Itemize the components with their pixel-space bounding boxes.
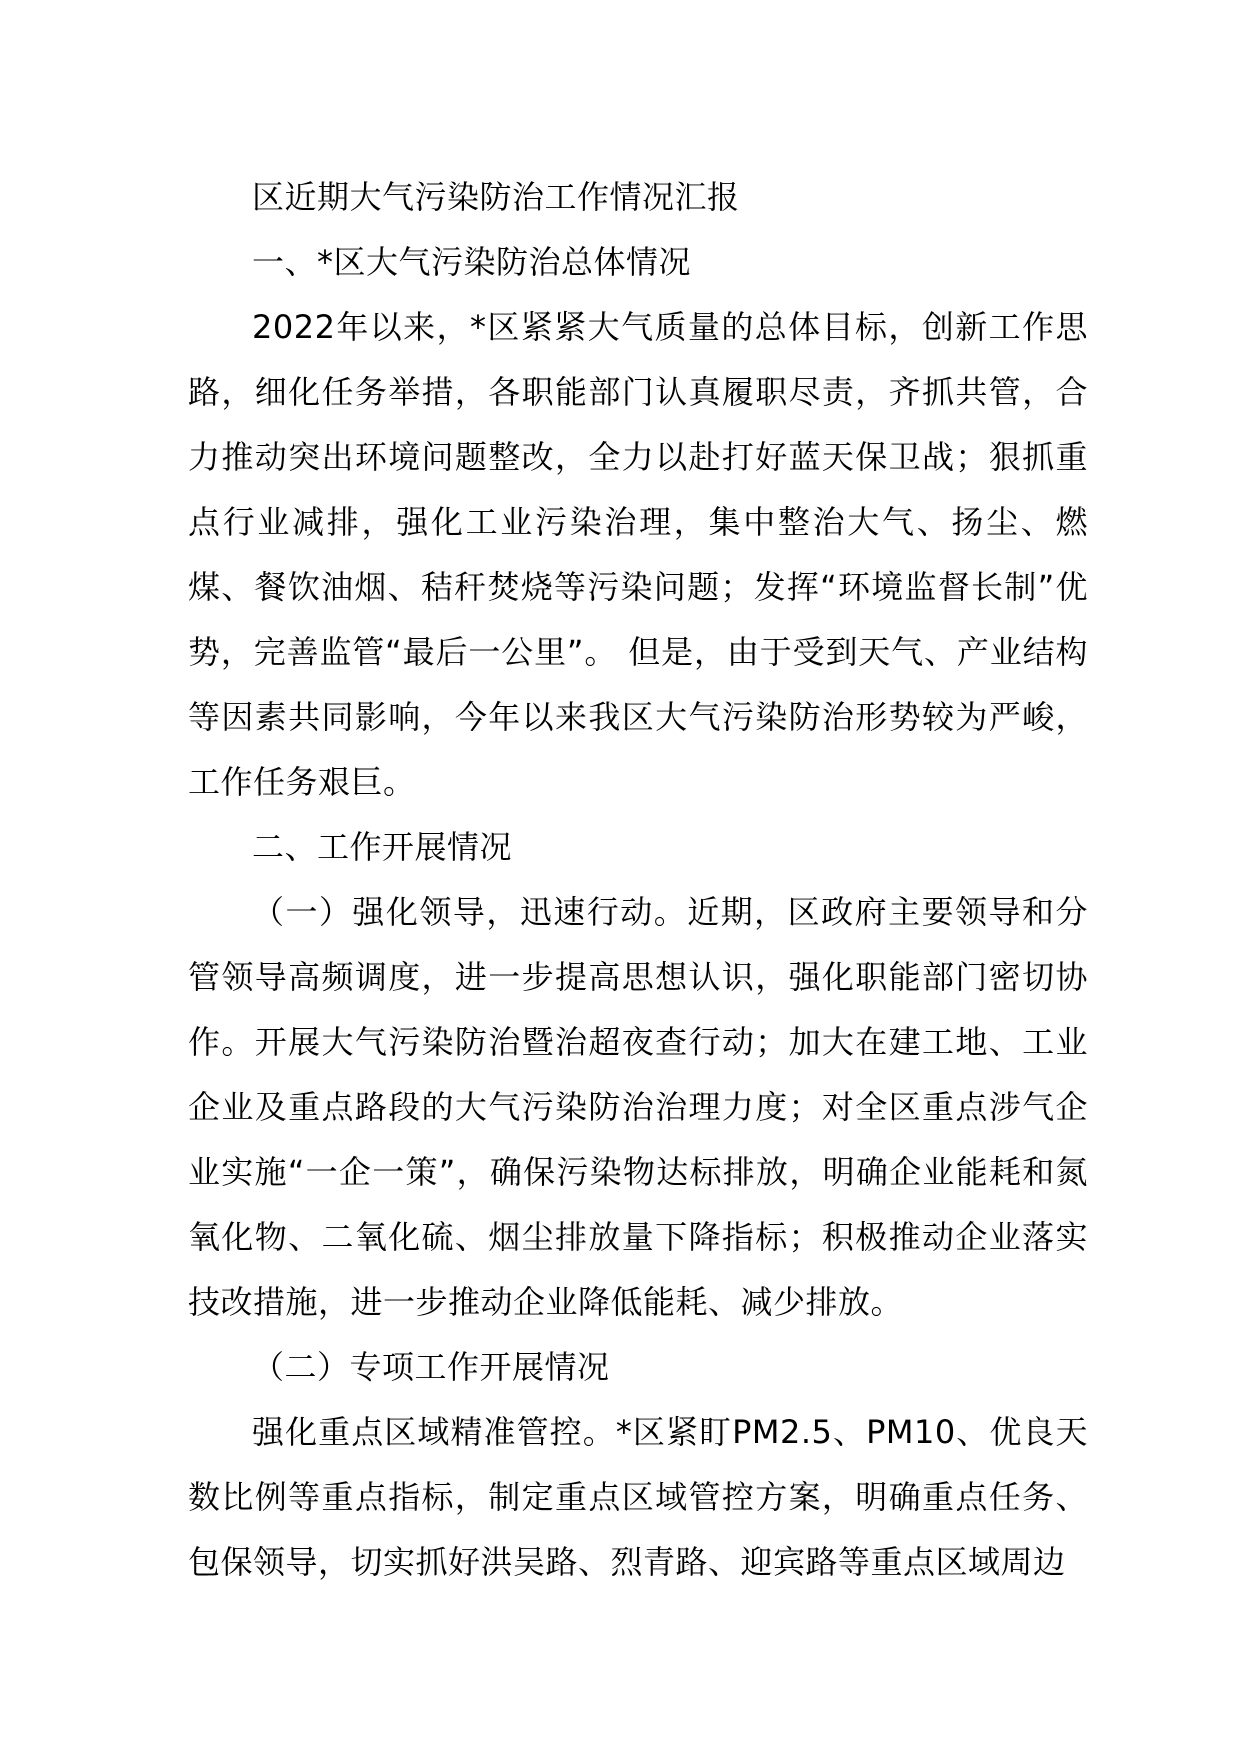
document-body xyxy=(188,165,1088,1595)
section-2-subsection-2-paragraph: 强化重点区域精准管控。*区紧盯PM2.5、PM10、优良天数比例等重点指标，制定重点区域管控方案，明确重点任务、包保领导，切实抓好洪吴路、烈青路、迎宾路等重点区域周边 xyxy=(188,1413,1088,1581)
section-2-subsection-2-heading: （二）专项工作开展情况 xyxy=(252,1348,610,1386)
section-1-heading: 一、*区大气污染防治总体情况 xyxy=(252,243,692,281)
document-title: 区近期大气污染防治工作情况汇报 xyxy=(252,178,740,216)
section-2-heading: 二、工作开展情况 xyxy=(252,828,513,866)
section-1-paragraph: 2022年以来，*区紧紧大气质量的总体目标，创新工作思路，细化任务举措，各职能部门认真履职尽责，齐抓共管，合力推动突出环境问题整改，全力以赴打好蓝天保卫战；狠抓重点行业减排，强化工业污染治理，集中整治大气、扬尘、燃煤、餐饮油烟、秸秆焚烧等污染问题；发挥“环境监督长制”优势，完善监管“最后一公里”。 但是，由于受到天气、产业结构等因素共同影响，今年以来我区大气污染防治形势较为严峻，工作任务艰巨。 xyxy=(188,308,1088,801)
section-2-subsection-1-paragraph: （一）强化领导，迅速行动。近期，区政府主要领导和分管领导高频调度，进一步提高思想认识，强化职能部门密切协作。开展大气污染防治暨治超夜查行动；加大在建工地、工业企业及重点路段的大气污染防治治理力度；对全区重点涉气企业实施“一企一策”，确保污染物达标排放，明确企业能耗和氮氧化物、二氧化硫、烟尘排放量下降指标；积极推动企业落实技改措施，进一步推动企业降低能耗、减少排放。 xyxy=(188,893,1088,1321)
